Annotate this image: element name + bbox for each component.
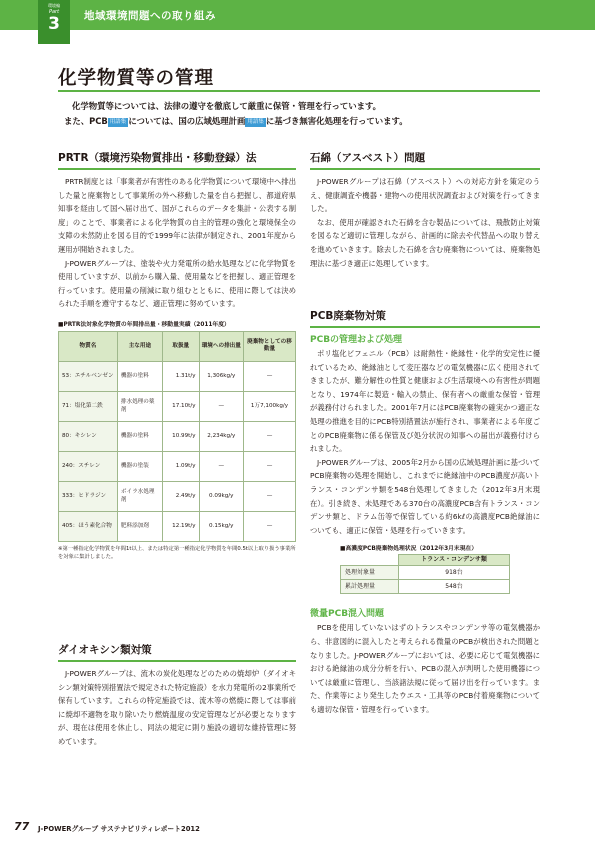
prtr-para-2: J-POWERグループは、塗装や火力発電所の給水処理などに化学物質を使用していますが、以前から購入量、使用量などを把握し、適正管理を行っています。使用量の削減に取り組むとともに、使用に際しては決められた手順を遵守するなど、適正管理に努めています。 [58,258,296,309]
table-row [59,421,296,451]
dioxin-para: J-POWERグループは、流木の炭化処理などのための焼却炉（ダイオキシン類対策特別措置法で規定された特定施設）を水力発電所の2事業所で保有しています。これらの特定施設では、流木等の燃焼に際しては事前に焼却不適物を取り除いたり燃焼温度の安定管理などが必要となりますが、現在は使用を休止し、同法の規定に則り施設の適切な維持管理に努めています。 [58,669,296,746]
col-transfer: 廃棄物としての移動量 [244,331,296,361]
section-title: 地域環境問題への取り組み [84,10,216,22]
publication-title: J-POWERグループ サステナビリティレポート2012 [38,825,200,833]
prtr-para-1: PRTR制度とは「事業者が有害性のある化学物質について環境中へ排出した量と廃棄物として事業所の外へ移動した量を自ら把握し、都道府県知事を経由して国へ届け出て、国がこれらのデータを集計・公表する制度」のことで、事業者による化学物質の自主的管理の強化と環境保全の支障の未然防止を図る目的で1999年に法律が制定され、2001年度から運用が開始されました。 [58,177,296,254]
pcb-rule [310,326,540,328]
part-kanji: 環境編 [48,3,60,8]
pcb-para-1: ポリ塩化ビフェニル（PCB）は耐熱性・絶縁性・化学的安定性に優れているため、絶縁油として変圧器などの電気機器に広く使用されてきましたが、難分解性の性質と健康および生活環境への有害性が問題となり、1974年に製造・輸入の禁止、保有者への厳重な保管・管理が義務付けられました。2001年7月にはPCB廃棄物の確実かつ適正な処理の推進を目的にPCB特別措置法が施行され、事業者による年度ごとのPCB廃棄物に係る保管及び処分状況の知事への届出が義務付けられました。 [310,349,540,454]
table-row [341,566,510,580]
cell-transfer: — [244,421,296,451]
cell-transfer: — [244,361,296,391]
intro-text [64,99,534,129]
table-row [59,391,296,421]
cell-emission: — [199,391,243,421]
cell-handled: 1.09t/y [162,451,199,481]
col-emission: 環境への排出量 [199,331,243,361]
pcb-row-value: 918台 [398,566,509,580]
cell-use: ボイラ水処理剤 [117,481,162,511]
part-label: Part [48,9,60,15]
pcb-table [340,554,510,594]
intro-2b: については、国の広域処理計画 [128,116,246,126]
cell-name: 240：スチレン [59,451,118,481]
intro-2c: に基づき無害化処理を行っています。 [265,116,408,126]
table-row [59,451,296,481]
prtr-footnote: ※第一種指定化学物質を年間1t以上、または特定第一種指定化学物質を年間0.5t以上取り扱う事業所を対象に集計しました。 [58,545,296,560]
col-substance: 物質名 [59,331,118,361]
page-title: 化学物質等の管理 [58,68,215,89]
cell-emission: 2,234kg/y [199,421,243,451]
pcb-row-value: 548台 [398,580,509,594]
intro-2a: また、PCB [64,116,108,126]
pcb-row-label: 処理対象量 [341,566,399,580]
cell-name: 71：塩化第二鉄 [59,391,118,421]
cell-handled: 10.99t/y [162,421,199,451]
page-number: 77 [14,820,30,833]
intro-line-2 [64,114,534,129]
asbestos-rule [310,168,540,170]
asbestos-heading: 石綿（アスベスト）問題 [310,152,426,164]
cell-emission: 0.15kg/y [199,511,243,541]
pcb-subheading-2: 微量PCB混入問題 [310,609,385,620]
cell-handled: 17.10t/y [162,391,199,421]
cell-use: 排水処理の薬剤 [117,391,162,421]
glossary-tag-plan[interactable]: 用語集 [247,119,264,125]
cell-emission: 0.09kg/y [199,481,243,511]
pcb-row-label: 累計処理量 [341,580,399,594]
cell-handled: 2.49t/y [162,481,199,511]
prtr-table-title: ■PRTR法対象化学物質の年間排出量・移動量実績（2011年度） [58,321,230,328]
part-badge [38,0,70,44]
pcb-heading: PCB廃棄物対策 [310,310,386,322]
dioxin-section [58,642,296,749]
pcb-table-title: ■高濃度PCB廃棄物処理状況（2012年3月末現在） [340,546,478,553]
glossary-tag-pcb[interactable]: 用語集 [109,119,127,125]
table-row [59,511,296,541]
pcb-table-col: トランス・コンデンサ類 [398,555,509,566]
cell-transfer: 1万7,100kg/y [244,391,296,421]
dioxin-heading: ダイオキシン類対策 [58,644,152,656]
cell-name: 53：エチルベンゼン [59,361,118,391]
pcb-section [310,308,540,716]
title-rule [58,90,540,92]
cell-use: 肥料添加剤 [117,511,162,541]
intro-line-1: 化学物質等については、法律の遵守を徹底して厳重に保管・管理を行っています。 [72,101,382,111]
cell-transfer: — [244,481,296,511]
pcb-para-2: J-POWERグループは、2005年2月から国の広域処理計画に基づいてPCB廃棄物の処理を開始し、これまでに絶縁油中のPCB濃度が高いトランス・コンデンサ類を548台処理してきました（2012年3月末現在）。引き続き、未処理である370台の高濃度PCB含有トランス・コンデンサ類と、ドラム缶等で保管している約6kℓの高濃度PCB絶縁油についても、適正に保管・処理を行っていきます。 [310,457,540,535]
cell-use: 機器の塗装 [117,451,162,481]
col-handled: 取扱量 [162,331,199,361]
prtr-table [58,331,296,542]
table-row [59,481,296,511]
pcb-subheading-1: PCBの管理および処理 [310,335,403,345]
asbestos-para-2: なお、使用が確認された石綿を含む製品については、飛散防止対策を図るなど適切に管理しながら、計画的に除去や代替品への取り替えを進めていきます。除去した石綿を含む廃棄物については、廃棄物処理法に基づき適正に処理しています。 [310,217,540,268]
cell-transfer: — [244,511,296,541]
asbestos-section [310,150,540,270]
col-use: 主な用途 [117,331,162,361]
prtr-heading: PRTR（環境汚染物質排出・移動登録）法 [58,152,257,164]
cell-name: 405：ほう素化合物 [59,511,118,541]
cell-name: 80：キシレン [59,421,118,451]
prtr-section [58,150,296,561]
pcb-table-corner [341,555,399,566]
cell-use: 機器の塗料 [117,361,162,391]
cell-handled: 1.31t/y [162,361,199,391]
cell-use: 機器の塗料 [117,421,162,451]
part-number: 3 [48,14,60,34]
cell-emission: 1,306kg/y [199,361,243,391]
pcb-para-3: PCBを使用していないはずのトランスやコンデンサ等の電気機器から、非意図的に混入したと考えられる微量のPCBが検出された問題となりました。J-POWERグループにおいては、必要に応じて電気機器における絶縁油の成分分析を行い、PCBの混入が判明した使用機器については厳重に管理し、当該諸法規に従って届け出を行っています。また、作業等により発生したウエス・工具等のPCB付着廃棄物についても適切な保管・管理を行っています。 [310,623,540,714]
dioxin-rule [58,660,296,662]
cell-transfer: — [244,451,296,481]
prtr-rule [58,168,296,170]
asbestos-para-1: J-POWERグループは石綿（アスベスト）への対応方針を策定のうえ、健康調査や機器・建物への使用状況調査および対策を行ってきました。 [310,177,540,214]
cell-name: 333：ヒドラジン [59,481,118,511]
cell-handled: 12.19t/y [162,511,199,541]
table-row [341,580,510,594]
table-row [59,361,296,391]
cell-emission: — [199,451,243,481]
